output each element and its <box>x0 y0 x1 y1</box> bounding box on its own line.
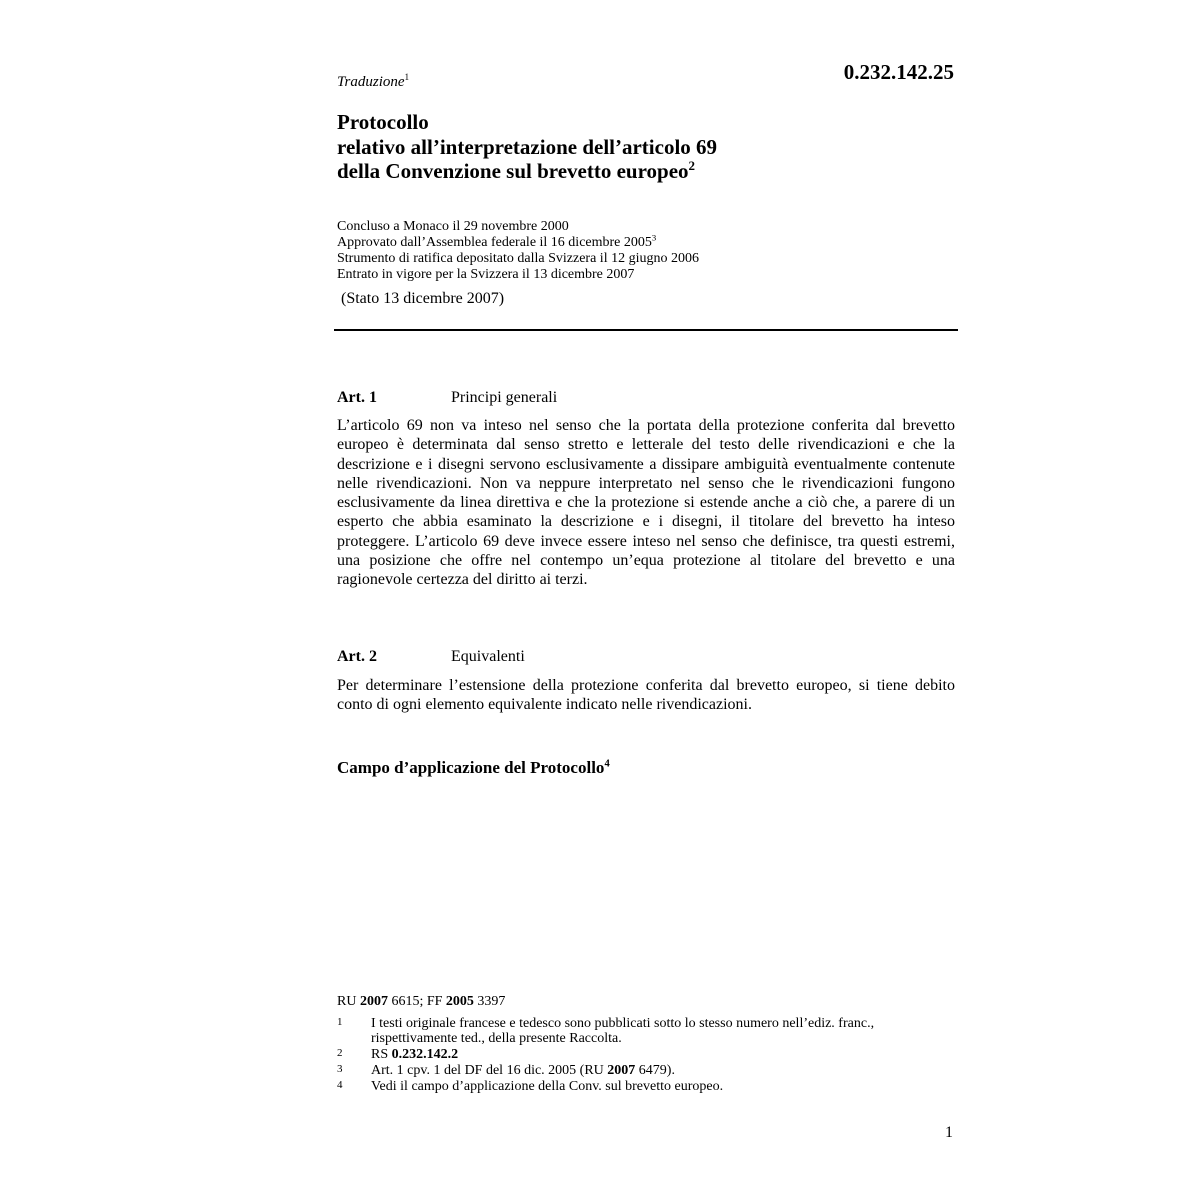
section-title: Campo d’applicazione del Protocollo$^4$ <box>337 758 610 777</box>
article-1-heading <box>337 389 557 407</box>
footnote-4 <box>337 1079 957 1094</box>
article-2-number: Art. 2 <box>337 648 377 665</box>
status-date: (Stato 13 dicembre 2007) <box>341 290 505 307</box>
translation-label: Traduzione$^1$ <box>337 73 410 90</box>
article-2-title: Equivalenti <box>451 648 525 665</box>
footnote-ref-1[interactable]: 1 <box>404 73 410 83</box>
title-line-3: della Convenzione sul brevetto europeo$^2$ <box>337 158 696 183</box>
footnote-ref-3[interactable]: 3 <box>651 232 657 243</box>
article-2-text: Per determinare l’estensione della protezione conferita dal brevetto europeo, si tiene debito conto di ogni elemento equivalente indicato nelle rivendicazioni. <box>337 677 955 714</box>
meta-ratification: Strumento di ratifica depositato dalla Svizzera il 12 giugno 2006 <box>337 251 699 266</box>
document-metadata <box>337 219 699 283</box>
footnote-1-number: 1 <box>337 1016 343 1028</box>
footnote-1 <box>337 1016 957 1046</box>
document-title <box>337 110 717 184</box>
article-2-heading <box>337 648 525 666</box>
footnote-ref-4[interactable]: 4 <box>604 758 610 770</box>
sr-number: 0.232.142.25 <box>843 60 954 84</box>
footnote-3-text: Art. 1 cpv. 1 del DF del 16 dic. 2005 (RU 2007 6479). <box>371 1063 675 1078</box>
publication-reference: RU 2007 6615; FF 2005 3397 <box>337 994 506 1009</box>
footnote-2-number: 2 <box>337 1047 343 1059</box>
meta-approved: Approvato dall’Assemblea federale il 16 dicembre 2005$^3$ <box>337 232 657 250</box>
title-line-2: relativo all’interpretazione dell’articolo 69 <box>337 134 718 159</box>
footnote-1-text: I testi originale francese e tedesco sono pubblicati sotto lo stesso numero nell’ediz. franc., rispettivamente ted., della presente Raccolta. <box>371 1016 875 1046</box>
article-1-number: Art. 1 <box>337 389 377 406</box>
article-1-text: L’articolo 69 non va inteso nel senso che la portata della protezione conferita dal brevetto europeo è determinata dal senso stretto e letterale del testo delle rivendicazioni e che la descrizione e i disegni servono esclusivamente a dissipare ambiguità eventualmente contenute nelle rivendicazioni. Non va neppure interpretato nel senso che le rivendicazioni fungono esclusivamente da linea direttiva e che la protezione si estende anche a ciò che, a parere di un esperto che abbia esaminato la descrizione e i disegni, il titolare del brevetto ha inteso proteggere. L’articolo 69 deve invece essere inteso nel senso che definisce, tra questi estremi, una posizione che offre nel contempo un’equa protezione al titolare del brevetto e una ragionevole certezza del diritto ai terzi. <box>337 417 955 589</box>
meta-concluded: Concluso a Monaco il 29 novembre 2000 <box>337 219 569 234</box>
footnote-2 <box>337 1047 957 1062</box>
footnote-2-text: RS 0.232.142.2 <box>371 1047 459 1062</box>
page-number: 1 <box>945 1124 953 1141</box>
meta-entry: Entrato in vigore per la Svizzera il 13 dicembre 2007 <box>337 267 635 282</box>
footnote-3 <box>337 1063 957 1078</box>
footnote-4-text: Vedi il campo d’applicazione della Conv. sul brevetto europeo. <box>371 1079 724 1094</box>
header-divider <box>334 329 958 331</box>
footnote-3-number: 3 <box>337 1063 343 1075</box>
footnote-ref-2[interactable]: 2 <box>688 158 696 173</box>
footnote-4-number: 4 <box>337 1079 343 1091</box>
title-line-1: Protocollo <box>337 110 429 134</box>
article-1-title: Principi generali <box>451 389 558 406</box>
